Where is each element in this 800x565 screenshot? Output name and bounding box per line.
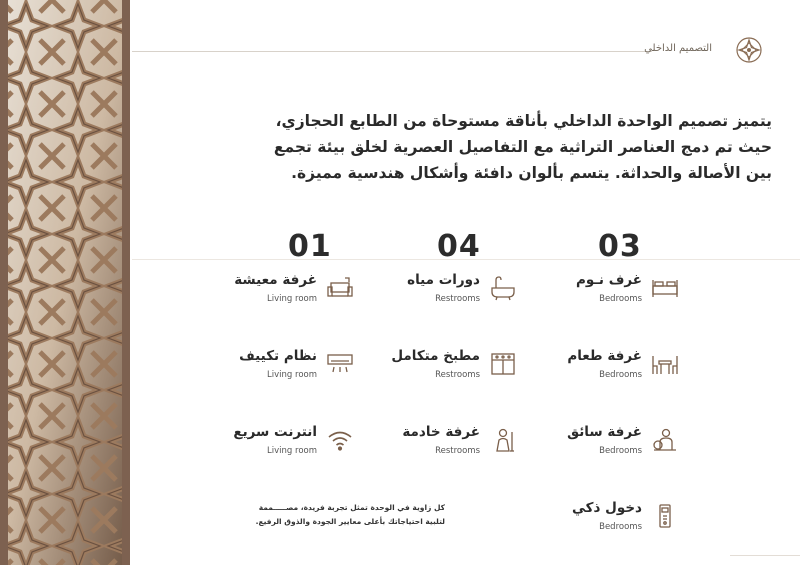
- feature-living-room: [205, 272, 355, 312]
- maid-icon: [488, 426, 518, 454]
- dining-icon: [650, 350, 680, 378]
- air-conditioner-icon: [325, 350, 355, 378]
- feature-restrooms: [368, 272, 518, 312]
- intro-paragraph: [212, 108, 772, 186]
- note-line: كل زاوية في الوحدة تمثل تجربة فريدة، مصـــــممة: [258, 503, 445, 512]
- feature-bedrooms: [530, 272, 680, 312]
- bathtub-icon: [488, 274, 518, 302]
- count-right: 03: [598, 229, 642, 264]
- feature-subtitle: Bedrooms: [599, 294, 642, 304]
- feature-driver-room: [530, 424, 680, 464]
- footer-divider: [730, 555, 800, 556]
- feature-subtitle: Living room: [267, 446, 317, 456]
- feature-title: غرفة طعام: [567, 348, 642, 364]
- feature-title: دخول ذكي: [572, 500, 642, 516]
- feature-dining-room: [530, 348, 680, 388]
- smart-lock-icon: [650, 502, 680, 530]
- driver-icon: [650, 426, 680, 454]
- header-divider: [132, 51, 652, 52]
- count-left: 01: [288, 229, 332, 264]
- wifi-icon: [325, 426, 355, 454]
- footer-note: [255, 501, 445, 529]
- bed-icon: [650, 274, 680, 302]
- feature-title: غرفة سائق: [567, 424, 642, 440]
- sofa-icon: [325, 274, 355, 302]
- feature-subtitle: Bedrooms: [599, 370, 642, 380]
- feature-subtitle: Living room: [267, 370, 317, 380]
- feature-maid-room: [368, 424, 518, 464]
- feature-subtitle: Restrooms: [435, 294, 480, 304]
- feature-subtitle: Living room: [267, 294, 317, 304]
- feature-subtitle: Bedrooms: [599, 522, 642, 532]
- feature-subtitle: Bedrooms: [599, 446, 642, 456]
- feature-kitchen: [368, 348, 518, 388]
- lattice-pattern: [0, 0, 130, 565]
- feature-title: دورات مياه: [407, 272, 480, 288]
- ornament-logo-icon: [736, 37, 762, 63]
- feature-fast-internet: [205, 424, 355, 464]
- feature-subtitle: Restrooms: [435, 370, 480, 380]
- feature-subtitle: Restrooms: [435, 446, 480, 456]
- feature-title: مطبخ متكامل: [391, 348, 480, 364]
- section-title: التصميم الداخلي: [644, 43, 712, 54]
- kitchen-icon: [488, 350, 518, 378]
- feature-title: نظام تكييف: [239, 348, 317, 364]
- count-middle: 04: [437, 229, 481, 264]
- note-line: لتلبية احتياجاتك بأعلى معايير الجودة والذوق الرفيع.: [255, 517, 445, 526]
- feature-air-conditioning: [205, 348, 355, 388]
- intro-line: يتميز تصميم الواحدة الداخلي بأناقة مستوحاة من الطابع الحجازي،: [275, 112, 772, 130]
- intro-line: بين الأصالة والحداثة. يتسم بألوان دافئة وأشكال هندسية مميزة.: [291, 164, 772, 182]
- feature-title: انترنت سريع: [233, 424, 317, 440]
- feature-smart-entry: [530, 500, 680, 540]
- feature-title: غرف نـوم: [575, 272, 642, 288]
- intro-line: حيث تم دمج العناصر التراثية مع التفاصيل العصرية لخلق بيئة تجمع: [273, 138, 772, 156]
- feature-title: غرفة معيشة: [234, 272, 317, 288]
- feature-title: غرفة خادمة: [402, 424, 480, 440]
- decorative-lattice-panel: [0, 0, 130, 565]
